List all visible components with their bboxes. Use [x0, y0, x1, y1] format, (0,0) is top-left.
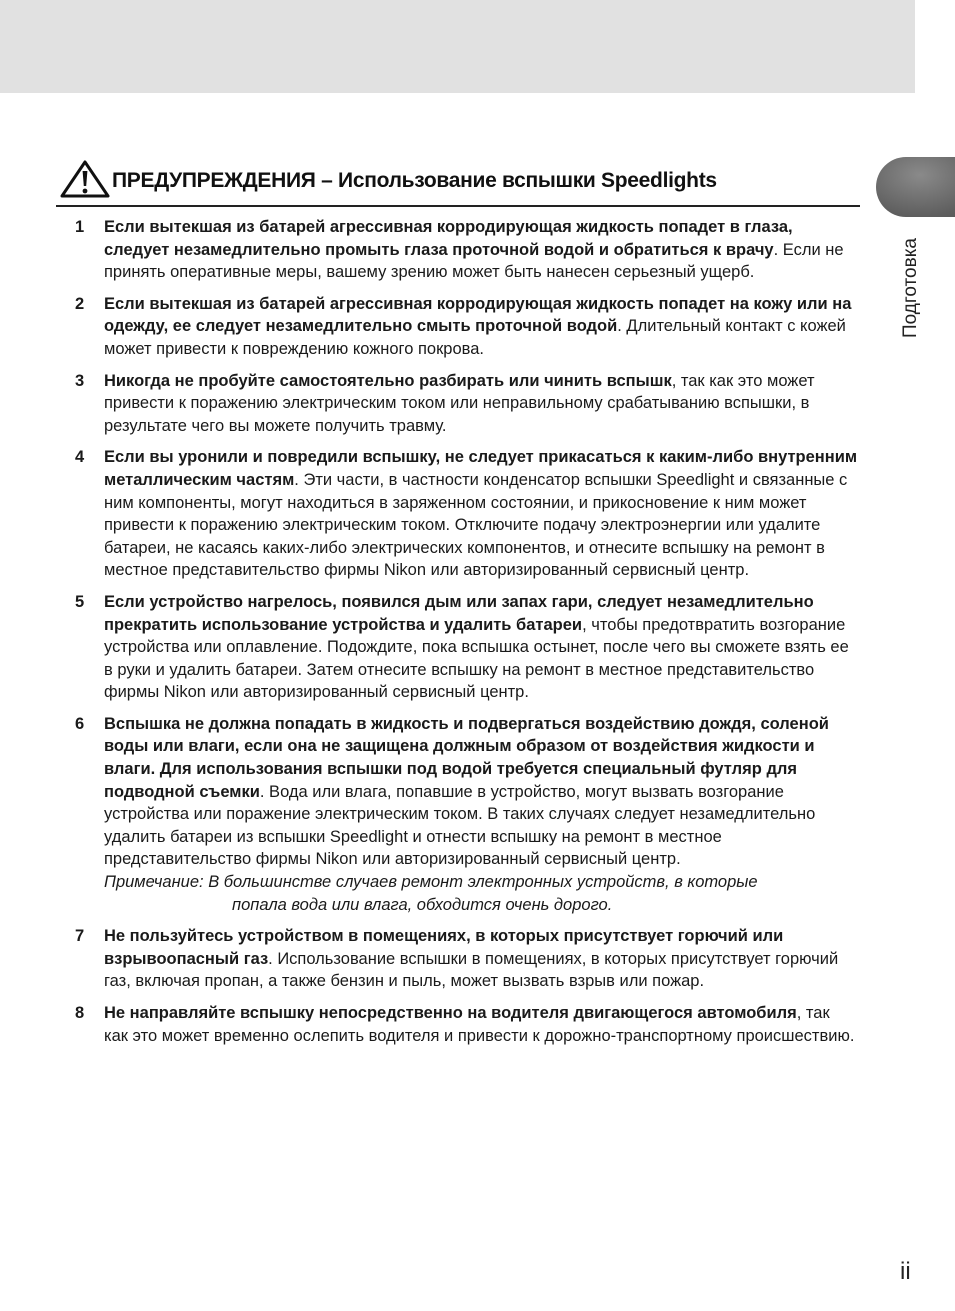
item-text: Не пользуйтесь устройством в помещениях, в которых присутствует горючий или взрывоопасный газ. Использование вспышки в помещениях, в которых присутствует горючий газ, включая пропан, а также бензин и пыль, может вызвать взрыв или пожар. — [104, 927, 839, 991]
list-item — [0, 713, 858, 916]
item-text: Вспышка не должна попадать в жидкость и подвергаться воздействию дождя, соленой воды или влаги, если она не защищена должным образом от воздействия жидкости и влаги. Для использования вспышки под водой требуется специальный футляр для подводной съемки. Вода или влага, попавшие в устройство, могут вызвать возгорание устройства или поражение электрическим током. В таких случаях следует незамедлительно удалить батареи из вспышки Speedlight и отнести вспышку на ремонт в местное представительство фирмы Nikon или авторизированный сервисный центр. — [104, 714, 829, 869]
list-item — [0, 370, 858, 438]
item-text: Если вытекшая из батарей агрессивная корродирующая жидкость попадет на кожу или на одежду, ее следует незамедлительно смыть проточной водой. Длительный контакт с кожей может привести к повреждению кожного покрова. — [104, 294, 852, 358]
list-item — [0, 1002, 858, 1047]
section-tab — [876, 157, 955, 217]
list-item — [0, 216, 858, 284]
item-note: Примечание: В большинстве случаев ремонт электронных устройств, в которые попала вода или влага, обходится очень дорого. — [104, 873, 758, 914]
list-item — [0, 293, 858, 361]
item-number: 4 — [75, 448, 85, 467]
item-text: Если вытекшая из батарей агрессивная корродирующая жидкость попадет в глаза, следует незамедлительно промыть глаза проточной водой и обратиться к врачу. Если не принять оперативные меры, вашему зрению может быть нанесен серьезный ущерб. — [104, 218, 844, 282]
section-tab-label: Подготовка — [900, 237, 922, 339]
title-rule — [56, 205, 860, 207]
item-number: 6 — [75, 714, 85, 733]
warning-triangle-icon — [60, 160, 110, 198]
item-number: 3 — [75, 371, 85, 390]
warning-list — [0, 216, 955, 1056]
page-title: ПРЕДУПРЕЖДЕНИЯ – Использование вспышки Speedlights — [112, 169, 717, 192]
warning-heading — [60, 160, 860, 200]
item-number: 8 — [75, 1004, 85, 1022]
header-band — [0, 0, 915, 93]
list-item — [0, 591, 858, 704]
item-text: Не направляйте вспышку непосредственно на водителя двигающегося автомобиля, так как это может временно ослепить водителя и привести к дорожно-транспортному происшествию. — [104, 1004, 855, 1045]
list-item — [0, 446, 858, 582]
item-text: Если вы уронили и повредили вспышку, не следует прикасаться к каким-либо внутренним металлическим частям. Эти части, в частности конденсатор вспышки Speedlight и связанные с ним компоненты, могут находиться в заряженном состоянии, и прикосновение к ним может привести к поражению электрическим током. Отключите подачу электроэнергии или удалите батареи, не касаясь каких-либо электрических компонентов, и отнесите вспышку на ремонт в местное представительство фирмы Nikon или авторизированный сервисный центр. — [104, 448, 858, 580]
item-number: 5 — [75, 592, 85, 611]
item-number: 7 — [75, 927, 85, 946]
item-number: 1 — [75, 218, 85, 236]
page-number: ii — [900, 1258, 911, 1285]
list-item — [0, 925, 858, 993]
item-text: Если устройство нагрелось, появился дым или запах гари, следует незамедлительно прекратить использование устройства и удалить батареи, чтобы предотвратить возгорание устройства или оплавление. Подождите, пока вспышка остынет, после чего вы сможете взять ее в руки и удалить батареи. Затем отнесите вспышку на ремонт в местное представительство фирмы Nikon или авторизированный сервисный центр. — [104, 592, 849, 702]
item-text: Никогда не пробуйте самостоятельно разбирать или чинить вспышк, так как это может привести к поражению электрическим током или неправильному срабатыванию вспышки, в результате чего вы можете получить травму. — [104, 371, 815, 435]
item-number: 2 — [75, 294, 85, 313]
